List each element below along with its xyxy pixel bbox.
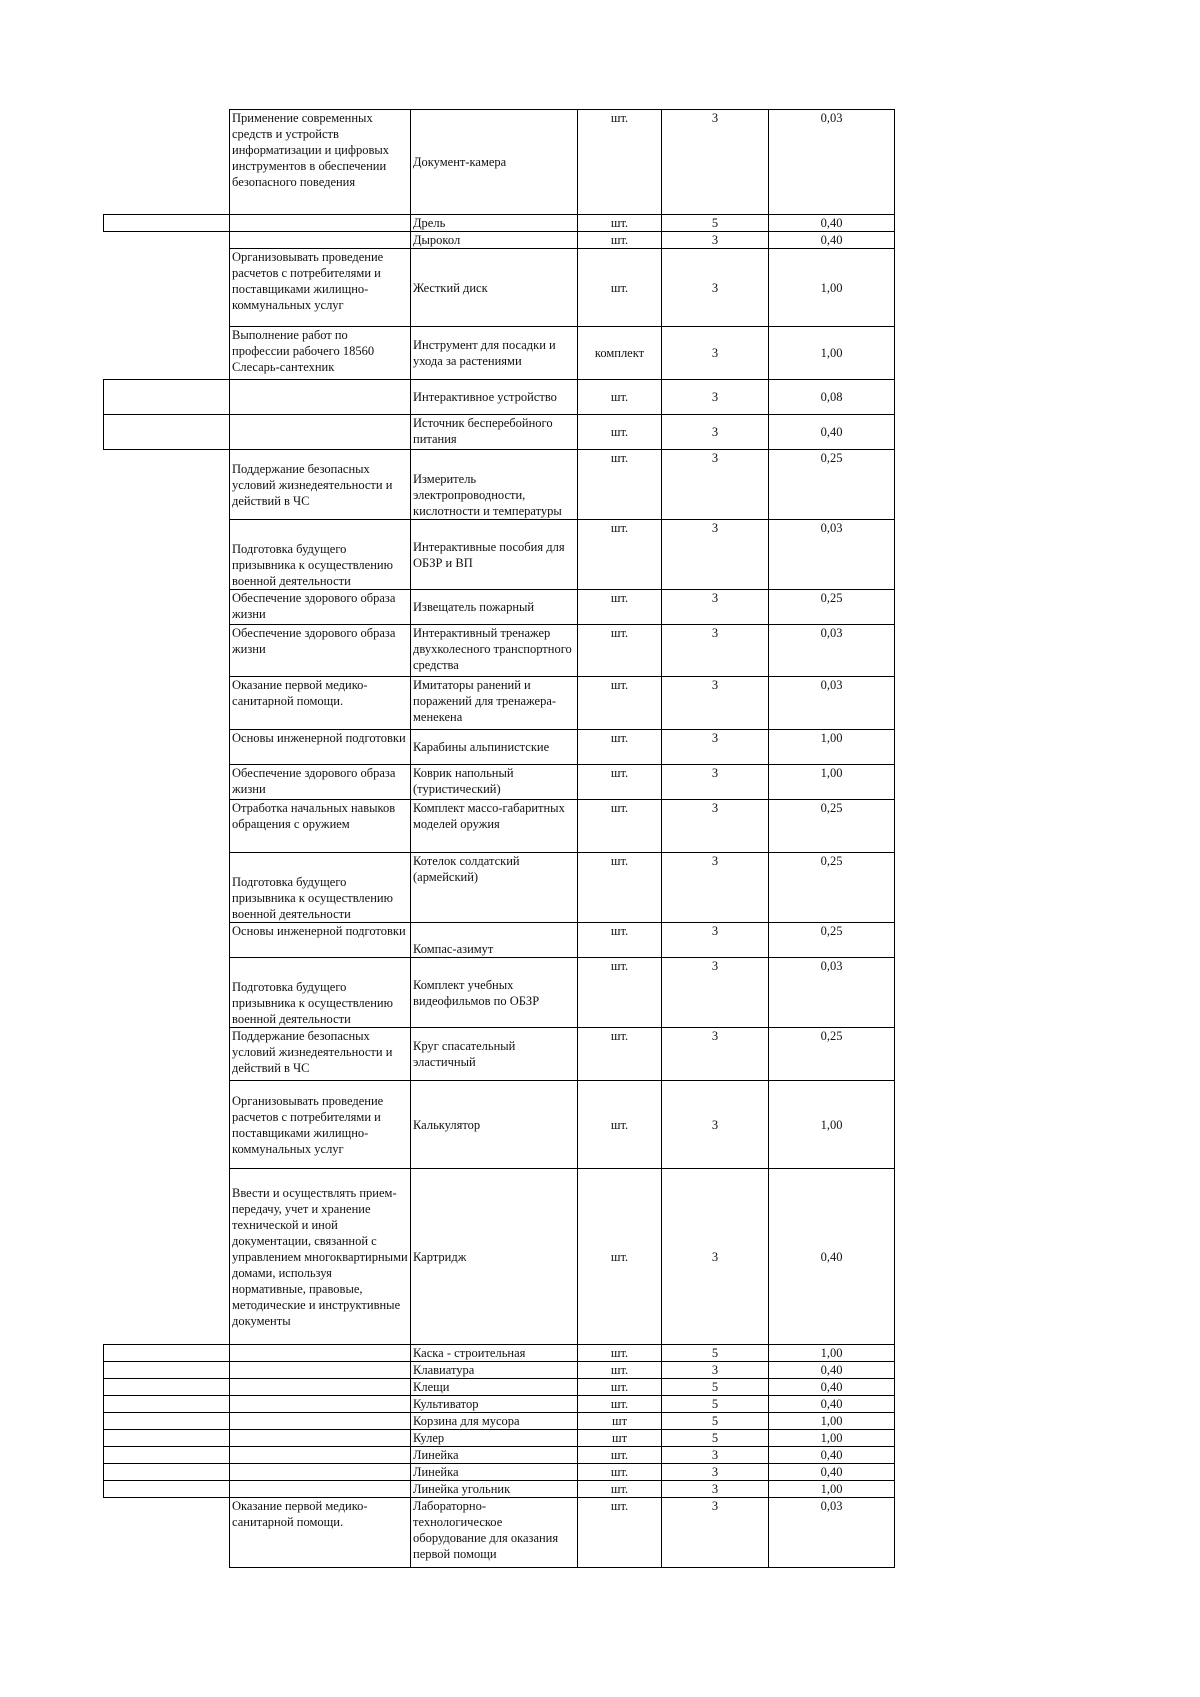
- coef-cell: 0,40: [769, 232, 895, 249]
- coef-cell: 0,25: [769, 1028, 895, 1081]
- table-row: [104, 1028, 895, 1081]
- row-number-cell: [104, 1464, 230, 1481]
- row-number-cell: [104, 1028, 230, 1081]
- item-cell: Измеритель электропроводности, кислотности и температуры: [411, 450, 578, 520]
- table-row: [104, 923, 895, 958]
- qty-cell: 3: [662, 520, 769, 590]
- row-number-cell: [104, 1498, 230, 1568]
- qty-cell: 3: [662, 1169, 769, 1345]
- qty-cell: 3: [662, 415, 769, 450]
- table-row: [104, 380, 895, 415]
- table-row: [104, 1081, 895, 1169]
- program-cell: [230, 1413, 411, 1430]
- row-number-cell: [104, 1430, 230, 1447]
- program-cell: Применение современных средств и устройств информатизации и цифровых инструментов в обеспечении безопасного поведения: [230, 110, 411, 215]
- program-cell: Подготовка будущего призывника к осуществлению военной деятельности: [230, 853, 411, 923]
- table-row: [104, 1430, 895, 1447]
- coef-cell: 0,03: [769, 110, 895, 215]
- unit-cell: шт.: [578, 249, 662, 327]
- table-row: [104, 1396, 895, 1413]
- item-cell: Каска - строительная: [411, 1345, 578, 1362]
- coef-cell: 1,00: [769, 1081, 895, 1169]
- table-row: [104, 249, 895, 327]
- table-row: [104, 450, 895, 520]
- item-cell: Жесткий диск: [411, 249, 578, 327]
- table-row: [104, 625, 895, 677]
- item-cell: Корзина для мусора: [411, 1413, 578, 1430]
- coef-cell: 0,03: [769, 958, 895, 1028]
- unit-cell: шт.: [578, 730, 662, 765]
- unit-cell: шт.: [578, 215, 662, 232]
- coef-cell: 0,40: [769, 415, 895, 450]
- qty-cell: 5: [662, 1413, 769, 1430]
- qty-cell: 3: [662, 380, 769, 415]
- row-number-cell: [104, 215, 230, 232]
- program-cell: Организовывать проведение расчетов с потребителями и поставщиками жилищно-коммунальных услуг: [230, 249, 411, 327]
- item-cell: Линейка угольник: [411, 1481, 578, 1498]
- row-number-cell: [104, 1081, 230, 1169]
- item-cell: Дырокол: [411, 232, 578, 249]
- unit-cell: шт.: [578, 1345, 662, 1362]
- row-number-cell: [104, 1396, 230, 1413]
- coef-cell: 0,03: [769, 625, 895, 677]
- row-number-cell: [104, 853, 230, 923]
- coef-cell: 1,00: [769, 327, 895, 380]
- unit-cell: шт: [578, 1413, 662, 1430]
- coef-cell: 0,40: [769, 1396, 895, 1413]
- unit-cell: шт.: [578, 1362, 662, 1379]
- qty-cell: 5: [662, 1345, 769, 1362]
- row-number-cell: [104, 1481, 230, 1498]
- table-row: [104, 1481, 895, 1498]
- table-row: [104, 590, 895, 625]
- row-number-cell: [104, 249, 230, 327]
- item-cell: Интерактивные пособия для ОБЗР и ВП: [411, 520, 578, 590]
- program-cell: [230, 415, 411, 450]
- unit-cell: шт.: [578, 110, 662, 215]
- item-cell: Лабораторно-технологическое оборудование для оказания первой помощи: [411, 1498, 578, 1568]
- coef-cell: 0,03: [769, 1498, 895, 1568]
- qty-cell: 3: [662, 327, 769, 380]
- coef-cell: 0,40: [769, 1379, 895, 1396]
- qty-cell: 3: [662, 1081, 769, 1169]
- row-number-cell: [104, 1345, 230, 1362]
- coef-cell: 0,40: [769, 1464, 895, 1481]
- unit-cell: шт.: [578, 677, 662, 730]
- row-number-cell: [104, 765, 230, 800]
- qty-cell: 3: [662, 677, 769, 730]
- program-cell: Отработка начальных навыков обращения с оружием: [230, 800, 411, 853]
- unit-cell: шт.: [578, 958, 662, 1028]
- coef-cell: 1,00: [769, 730, 895, 765]
- unit-cell: шт.: [578, 923, 662, 958]
- item-cell: Комплект массо-габаритных моделей оружия: [411, 800, 578, 853]
- program-cell: Обеспечение здорового образа жизни: [230, 765, 411, 800]
- qty-cell: 3: [662, 765, 769, 800]
- item-cell: Калькулятор: [411, 1081, 578, 1169]
- program-cell: Обеспечение здорового образа жизни: [230, 590, 411, 625]
- item-cell: Коврик напольный (туристический): [411, 765, 578, 800]
- unit-cell: шт.: [578, 415, 662, 450]
- coef-cell: 0,25: [769, 923, 895, 958]
- table-row: [104, 1379, 895, 1396]
- qty-cell: 3: [662, 625, 769, 677]
- row-number-cell: [104, 110, 230, 215]
- coef-cell: 1,00: [769, 765, 895, 800]
- qty-cell: 3: [662, 800, 769, 853]
- qty-cell: 3: [662, 1498, 769, 1568]
- program-cell: [230, 1379, 411, 1396]
- unit-cell: шт.: [578, 590, 662, 625]
- row-number-cell: [104, 380, 230, 415]
- table-row: [104, 1362, 895, 1379]
- table-row: [104, 415, 895, 450]
- item-cell: Документ-камера: [411, 110, 578, 215]
- qty-cell: 5: [662, 1379, 769, 1396]
- coef-cell: 1,00: [769, 1345, 895, 1362]
- program-cell: [230, 1396, 411, 1413]
- program-cell: Подготовка будущего призывника к осуществлению военной деятельности: [230, 958, 411, 1028]
- row-number-cell: [104, 232, 230, 249]
- program-cell: Выполнение работ по профессии рабочего 18560 Слесарь-сантехник: [230, 327, 411, 380]
- qty-cell: 3: [662, 1481, 769, 1498]
- program-cell: Подготовка будущего призывника к осуществлению военной деятельности: [230, 520, 411, 590]
- unit-cell: шт.: [578, 1396, 662, 1413]
- row-number-cell: [104, 1413, 230, 1430]
- row-number-cell: [104, 958, 230, 1028]
- item-cell: Извещатель пожарный: [411, 590, 578, 625]
- item-cell: Картридж: [411, 1169, 578, 1345]
- row-number-cell: [104, 590, 230, 625]
- item-cell: Имитаторы ранений и поражений для тренажера-менекена: [411, 677, 578, 730]
- item-cell: Культиватор: [411, 1396, 578, 1413]
- table-row: [104, 958, 895, 1028]
- program-cell: Оказание первой медико-санитарной помощи.: [230, 1498, 411, 1568]
- qty-cell: 5: [662, 215, 769, 232]
- item-cell: Комплект учебных видеофильмов по ОБЗР: [411, 958, 578, 1028]
- unit-cell: шт.: [578, 1447, 662, 1464]
- unit-cell: шт.: [578, 1081, 662, 1169]
- row-number-cell: [104, 1447, 230, 1464]
- table-row: [104, 1447, 895, 1464]
- table-row: [104, 215, 895, 232]
- qty-cell: 3: [662, 923, 769, 958]
- item-cell: Интерактивное устройство: [411, 380, 578, 415]
- item-cell: Клавиатура: [411, 1362, 578, 1379]
- row-number-cell: [104, 730, 230, 765]
- unit-cell: комплект: [578, 327, 662, 380]
- qty-cell: 3: [662, 590, 769, 625]
- qty-cell: 3: [662, 232, 769, 249]
- item-cell: Источник бесперебойного питания: [411, 415, 578, 450]
- coef-cell: 0,25: [769, 853, 895, 923]
- unit-cell: шт.: [578, 800, 662, 853]
- coef-cell: 0,08: [769, 380, 895, 415]
- table-row: [104, 1413, 895, 1430]
- item-cell: Компас-азимут: [411, 923, 578, 958]
- unit-cell: шт.: [578, 1169, 662, 1345]
- item-cell: Инструмент для посадки и ухода за растениями: [411, 327, 578, 380]
- row-number-cell: [104, 1362, 230, 1379]
- qty-cell: 5: [662, 1396, 769, 1413]
- coef-cell: 0,03: [769, 677, 895, 730]
- qty-cell: 3: [662, 1028, 769, 1081]
- unit-cell: шт.: [578, 232, 662, 249]
- program-cell: [230, 215, 411, 232]
- qty-cell: 3: [662, 1464, 769, 1481]
- item-cell: Интерактивный тренажер двухколесного транспортного средства: [411, 625, 578, 677]
- equipment-table-body: [104, 110, 895, 1568]
- item-cell: Линейка: [411, 1447, 578, 1464]
- unit-cell: шт.: [578, 1498, 662, 1568]
- program-cell: [230, 1430, 411, 1447]
- coef-cell: 0,25: [769, 800, 895, 853]
- program-cell: [230, 1345, 411, 1362]
- unit-cell: шт.: [578, 853, 662, 923]
- table-row: [104, 853, 895, 923]
- qty-cell: 3: [662, 730, 769, 765]
- row-number-cell: [104, 327, 230, 380]
- unit-cell: шт.: [578, 380, 662, 415]
- unit-cell: шт.: [578, 1464, 662, 1481]
- program-cell: [230, 232, 411, 249]
- program-cell: Ввести и осуществлять прием-передачу, учет и хранение технической и иной документации, связанной с управлением многоквартирными домами, используя нормативные, правовые, методические и инструктивные документы: [230, 1169, 411, 1345]
- program-cell: Поддержание безопасных условий жизнедеятельности и действий в ЧС: [230, 450, 411, 520]
- qty-cell: 3: [662, 110, 769, 215]
- unit-cell: шт.: [578, 1379, 662, 1396]
- unit-cell: шт: [578, 1430, 662, 1447]
- coef-cell: 0,03: [769, 520, 895, 590]
- qty-cell: 5: [662, 1430, 769, 1447]
- row-number-cell: [104, 625, 230, 677]
- coef-cell: 0,25: [769, 450, 895, 520]
- unit-cell: шт.: [578, 450, 662, 520]
- program-cell: [230, 1447, 411, 1464]
- coef-cell: 0,40: [769, 1362, 895, 1379]
- row-number-cell: [104, 1379, 230, 1396]
- item-cell: Круг спасательный эластичный: [411, 1028, 578, 1081]
- item-cell: Клещи: [411, 1379, 578, 1396]
- qty-cell: 3: [662, 853, 769, 923]
- program-cell: [230, 380, 411, 415]
- program-cell: Основы инженерной подготовки: [230, 730, 411, 765]
- table-row: [104, 1169, 895, 1345]
- row-number-cell: [104, 520, 230, 590]
- coef-cell: 0,40: [769, 215, 895, 232]
- table-row: [104, 110, 895, 215]
- row-number-cell: [104, 450, 230, 520]
- coef-cell: 1,00: [769, 1413, 895, 1430]
- table-row: [104, 1464, 895, 1481]
- table-row: [104, 677, 895, 730]
- coef-cell: 1,00: [769, 249, 895, 327]
- program-cell: [230, 1362, 411, 1379]
- program-cell: Обеспечение здорового образа жизни: [230, 625, 411, 677]
- row-number-cell: [104, 677, 230, 730]
- program-cell: Организовывать проведение расчетов с потребителями и поставщиками жилищно-коммунальных услуг: [230, 1081, 411, 1169]
- row-number-cell: [104, 415, 230, 450]
- row-number-cell: [104, 800, 230, 853]
- qty-cell: 3: [662, 958, 769, 1028]
- item-cell: Дрель: [411, 215, 578, 232]
- unit-cell: шт.: [578, 1481, 662, 1498]
- coef-cell: 1,00: [769, 1430, 895, 1447]
- table-row: [104, 232, 895, 249]
- coef-cell: 0,40: [769, 1447, 895, 1464]
- table-row: [104, 1345, 895, 1362]
- table-row: [104, 520, 895, 590]
- item-cell: Кулер: [411, 1430, 578, 1447]
- program-cell: [230, 1464, 411, 1481]
- qty-cell: 3: [662, 249, 769, 327]
- qty-cell: 3: [662, 450, 769, 520]
- item-cell: Карабины альпинистские: [411, 730, 578, 765]
- program-cell: Основы инженерной подготовки: [230, 923, 411, 958]
- table-row: [104, 327, 895, 380]
- unit-cell: шт.: [578, 1028, 662, 1081]
- table-row: [104, 800, 895, 853]
- coef-cell: 0,40: [769, 1169, 895, 1345]
- program-cell: [230, 1481, 411, 1498]
- item-cell: Линейка: [411, 1464, 578, 1481]
- coef-cell: 1,00: [769, 1481, 895, 1498]
- unit-cell: шт.: [578, 765, 662, 800]
- qty-cell: 3: [662, 1447, 769, 1464]
- unit-cell: шт.: [578, 625, 662, 677]
- row-number-cell: [104, 923, 230, 958]
- item-cell: Котелок солдатский (армейский): [411, 853, 578, 923]
- program-cell: Поддержание безопасных условий жизнедеятельности и действий в ЧС: [230, 1028, 411, 1081]
- unit-cell: шт.: [578, 520, 662, 590]
- qty-cell: 3: [662, 1362, 769, 1379]
- table-row: [104, 765, 895, 800]
- table-row: [104, 1498, 895, 1568]
- table-row: [104, 730, 895, 765]
- program-cell: Оказание первой медико-санитарной помощи.: [230, 677, 411, 730]
- equipment-table: [103, 109, 895, 1568]
- coef-cell: 0,25: [769, 590, 895, 625]
- row-number-cell: [104, 1169, 230, 1345]
